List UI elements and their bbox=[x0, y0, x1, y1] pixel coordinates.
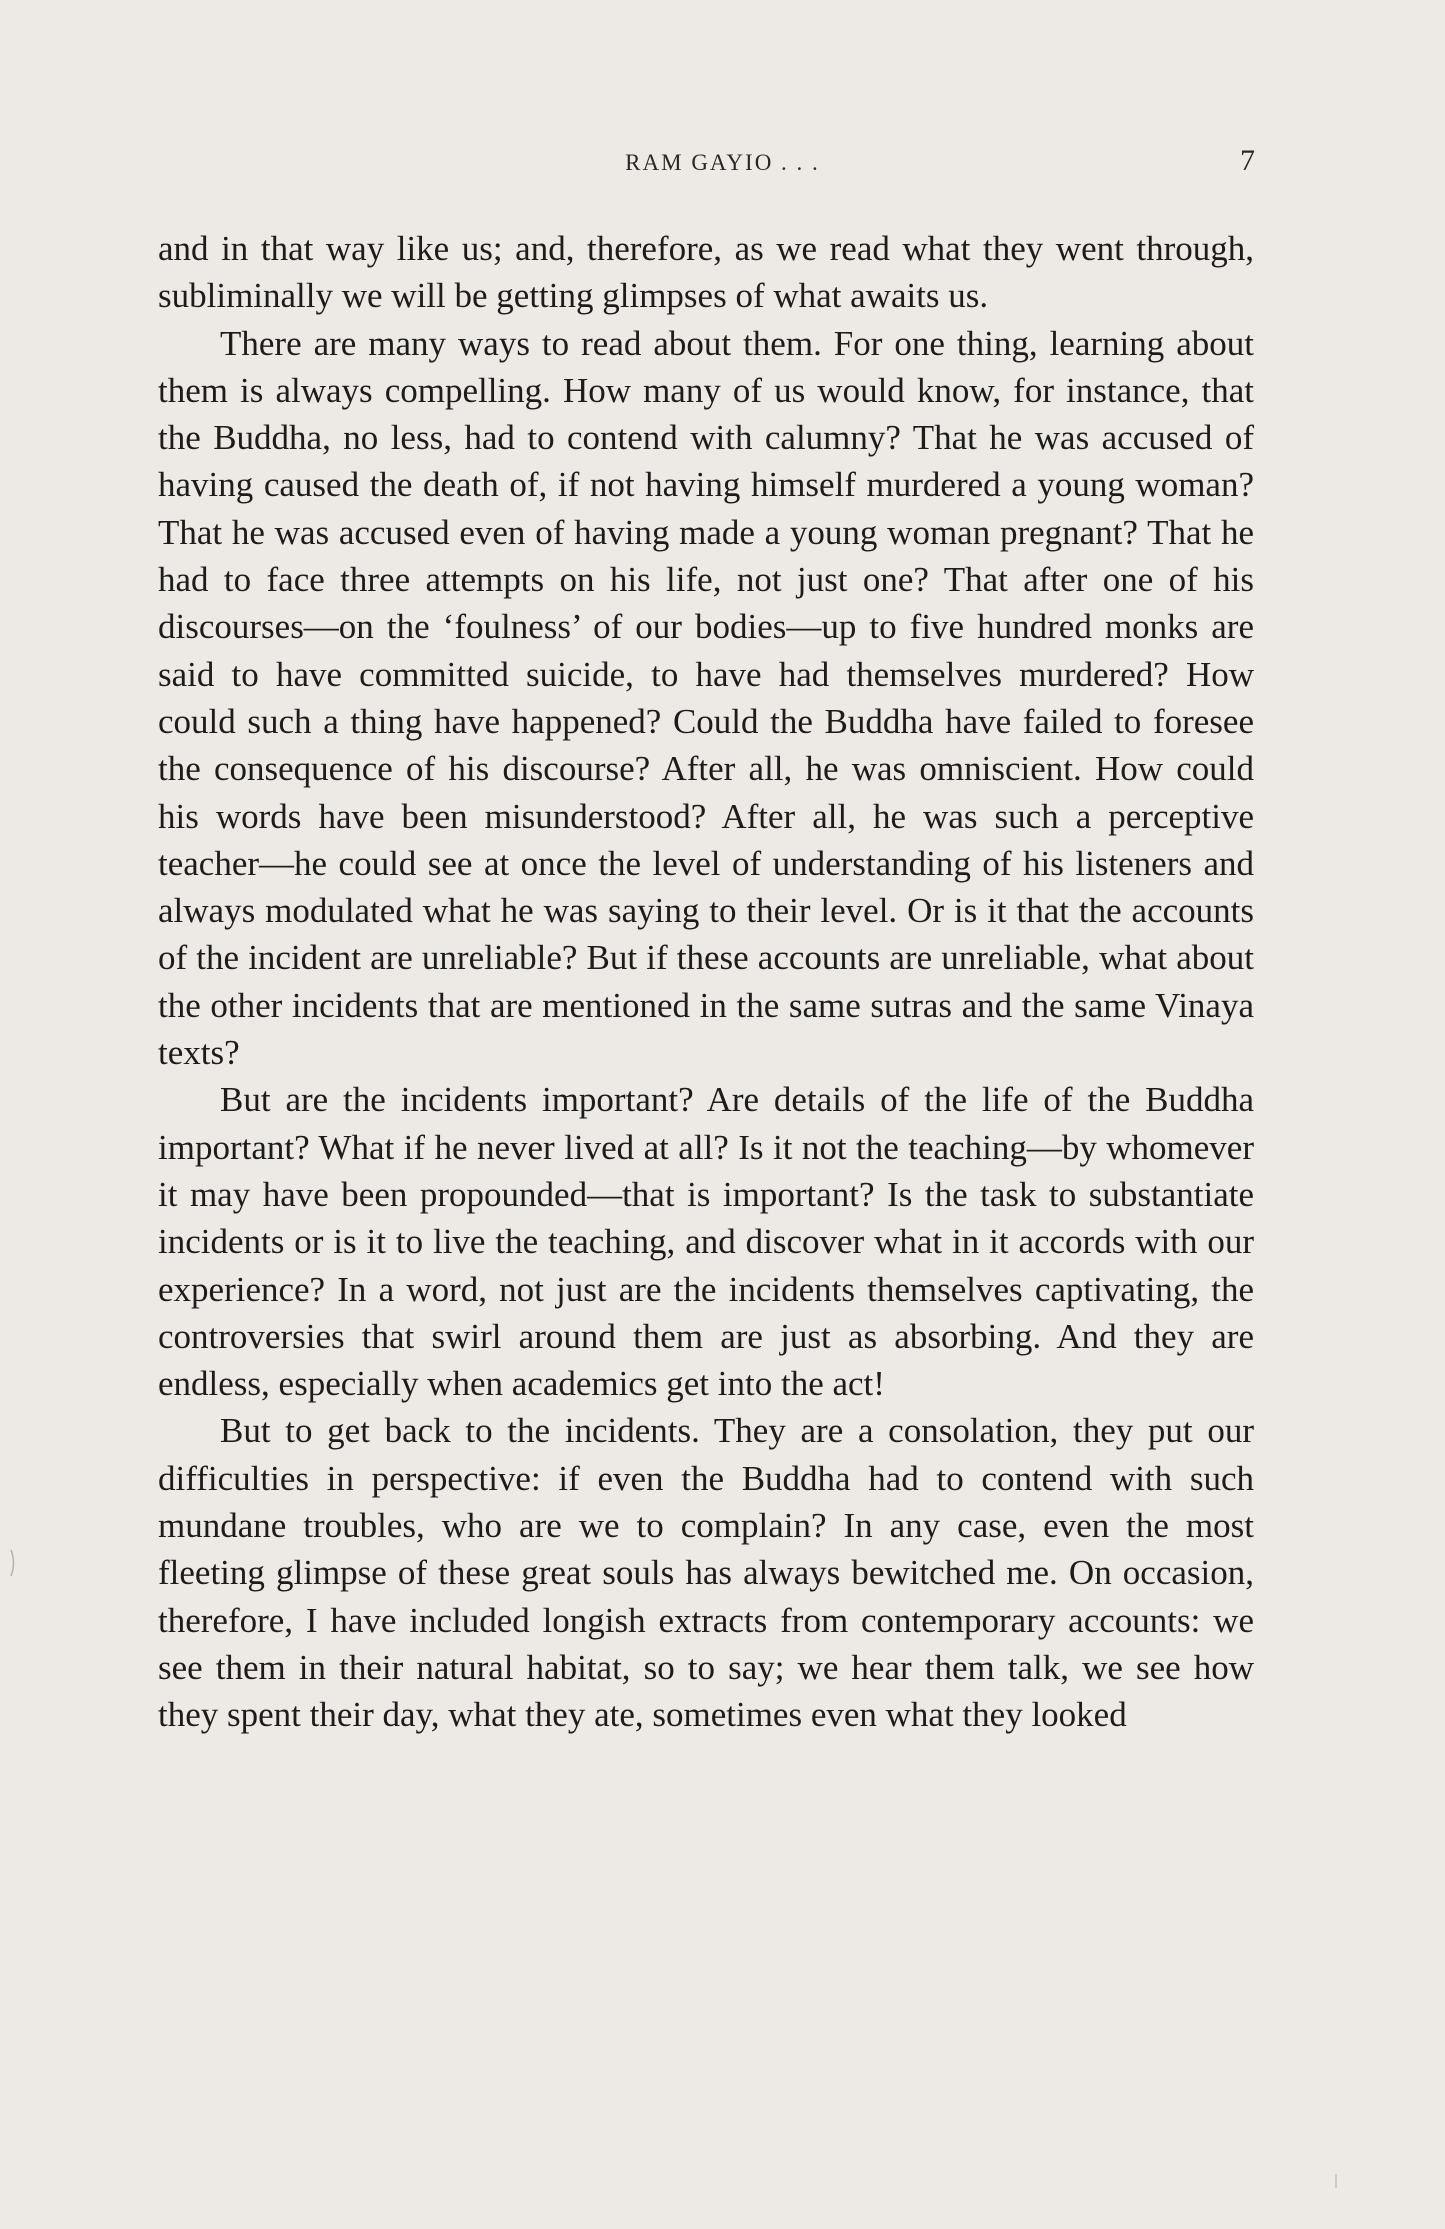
paragraph: There are many ways to read about them. For one thing, learning about them is always compelling. How many of us would know, for instance, that the Buddha, no less, had to contend with calumny? That he was accused of having caused the death of, if not having himself murdered a young woman? That he was accused even of having made a young woman pregnant? That he had to face three attempts on his life, not just one? That after one of his discourses—on the ‘foulness’ of our bodies—up to five hundred monks are said to have committed suicide, to have had themselves murdered? How could such a thing have happened? Could the Buddha have failed to foresee the consequence of his discourse? After all, he was omniscient. How could his words have been misunderstood? After all, he was such a perceptive teacher—he could see at once the level of understanding of his listeners and always modulated what he was saying to their level. Or is it that the accounts of the incident are unreliable? But if these accounts are unreliable, what about the other incidents that are mentioned in the same sutras and the same Vinaya texts? bbox=[158, 323, 1254, 1073]
paragraph: But are the incidents important? Are details of the life of the Buddha important? What if he never lived at all? Is it not the teaching—by whomever it may have been propounded—that is important? Is the task to substantiate incidents or is it to live the teaching, and discover what in it accords with our experience? In a word, not just are the incidents themselves captivating, the controversies that swirl around them are just as absorbing. And they are endless, especially when academics get into the act! bbox=[158, 1080, 1254, 1404]
paragraph-continued: and in that way like us; and, therefore, as we read what they went through, subliminally we will be getting glimpses of what awaits us. bbox=[158, 229, 1254, 316]
body-text bbox=[158, 225, 1254, 1739]
running-title: RAM GAYIO . . . bbox=[625, 150, 820, 175]
paragraph: But to get back to the incidents. They are a consolation, they put our difficulties in perspective: if even the Buddha had to contend with such mundane troubles, who are we to complain? In any case, even the most fleeting glimpse of these great souls has always bewitched me. On occasion, therefore, I have included longish extracts from contemporary accounts: we see them in their natural habitat, so to say; we hear them talk, we see how they spent their day, what they ate, sometimes even what they looked bbox=[158, 1411, 1254, 1735]
running-head bbox=[0, 144, 1445, 188]
page-number: 7 bbox=[1240, 144, 1255, 177]
stray-mark-bottom bbox=[1333, 2172, 1339, 2190]
stray-mark-left bbox=[8, 1548, 18, 1578]
